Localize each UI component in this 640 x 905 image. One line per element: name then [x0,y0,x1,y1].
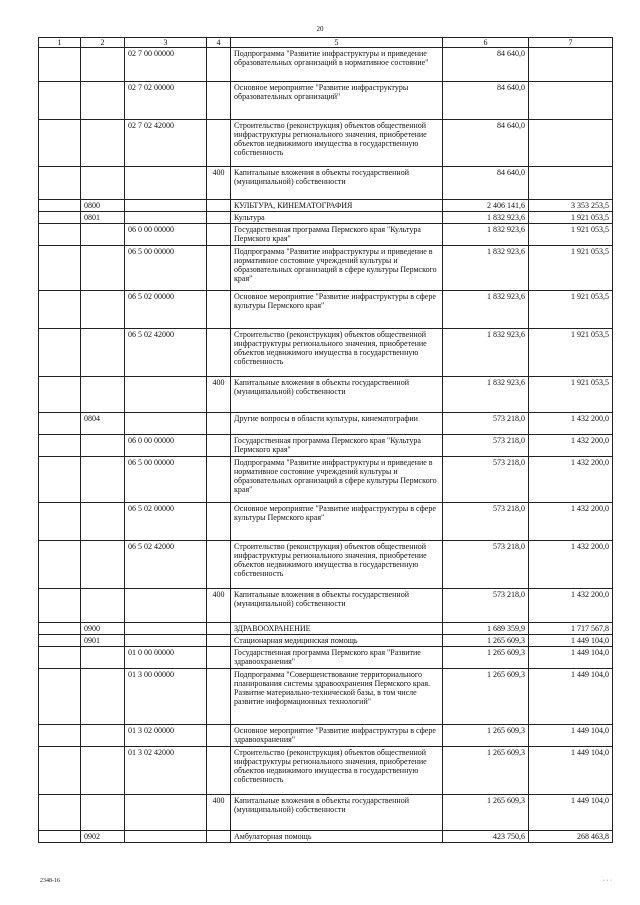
col-1-cell [39,48,81,82]
footer-marks: · · · [603,878,612,884]
col-1-cell [39,200,81,212]
table-row [39,377,613,413]
document-code: 2348-16 [40,878,60,884]
col-1-cell [39,246,81,291]
table-row [39,120,613,167]
col-1-cell [39,831,81,843]
col-1-cell [39,212,81,224]
name-cell: Подпрограмма "Развитие инфраструктуры и приведение образовательных организаций в нормативное состояние" [231,48,443,82]
section-code-cell [81,120,125,167]
section-code-cell [81,82,125,120]
amount-year-2-cell [529,120,613,167]
section-code-cell [81,377,125,413]
amount-year-2-cell [529,167,613,200]
target-article-cell: 06 5 02 00000 [125,291,207,329]
section-code-cell [81,457,125,503]
target-article-cell: 02 7 02 42000 [125,120,207,167]
section-code-cell [81,291,125,329]
table-row [39,82,613,120]
amount-year-2-cell: 1 921 053,5 [529,212,613,224]
target-article-cell: 02 7 02 00000 [125,82,207,120]
table-row [39,413,613,435]
col-1-cell [39,795,81,831]
header-cell: 6 [443,38,529,48]
amount-year-2-cell: 1 921 053,5 [529,224,613,246]
target-article-cell [125,635,207,647]
target-article-cell: 06 5 02 42000 [125,541,207,589]
amount-year-1-cell: 84 640,0 [443,82,529,120]
expense-type-cell [207,831,231,843]
name-cell: Амбулаторная помощь [231,831,443,843]
col-1-cell [39,669,81,725]
expense-type-cell [207,200,231,212]
expense-type-cell [207,669,231,725]
expense-type-cell: 400 [207,377,231,413]
amount-year-2-cell: 1 432 200,0 [529,413,613,435]
target-article-cell [125,623,207,635]
name-cell: Капитальные вложения в объекты государственной (муниципальной) собственности [231,795,443,831]
section-code-cell [81,747,125,795]
amount-year-2-cell: 1 432 200,0 [529,541,613,589]
header-cell: 5 [231,38,443,48]
section-code-cell [81,589,125,623]
table-row [39,647,613,669]
expense-type-cell [207,82,231,120]
budget-table [38,37,613,843]
name-cell: Основное мероприятие "Развитие инфраструктуры в сфере культуры Пермского края" [231,503,443,541]
target-article-cell: 06 0 00 00000 [125,435,207,457]
col-1-cell [39,435,81,457]
target-article-cell [125,795,207,831]
amount-year-2-cell: 1 449 104,0 [529,725,613,747]
table-row [39,246,613,291]
table-row [39,167,613,200]
amount-year-2-cell: 1 432 200,0 [529,589,613,623]
amount-year-1-cell: 573 218,0 [443,457,529,503]
col-1-cell [39,329,81,377]
target-article-cell: 01 3 02 42000 [125,747,207,795]
target-article-cell [125,831,207,843]
target-article-cell: 06 5 02 42000 [125,329,207,377]
section-code-cell [81,795,125,831]
name-cell: Строительство (реконструкция) объектов общественной инфраструктуры регионального значения, приобретение объектов недвижимого имущества в государственную собственность [231,747,443,795]
table-row [39,224,613,246]
expense-type-cell [207,329,231,377]
table-row [39,795,613,831]
amount-year-2-cell: 1 449 104,0 [529,795,613,831]
expense-type-cell [207,457,231,503]
name-cell: Подпрограмма "Совершенствование территориального планирования системы здравоохранения Пермского края. Развитие материально-технической базы, в том числе развитие информационных технологий" [231,669,443,725]
section-code-cell [81,669,125,725]
table-row [39,831,613,843]
amount-year-2-cell [529,48,613,82]
table-row [39,200,613,212]
amount-year-2-cell: 1 449 104,0 [529,747,613,795]
name-cell: Капитальные вложения в объекты государственной (муниципальной) собственности [231,167,443,200]
table-row [39,503,613,541]
target-article-cell [125,200,207,212]
amount-year-2-cell: 1 432 200,0 [529,457,613,503]
header-cell: 4 [207,38,231,48]
amount-year-1-cell: 1 689 359,9 [443,623,529,635]
section-code-cell [81,503,125,541]
expense-type-cell [207,246,231,291]
amount-year-1-cell: 2 406 141,6 [443,200,529,212]
amount-year-1-cell: 1 265 609,3 [443,635,529,647]
amount-year-2-cell: 1 432 200,0 [529,503,613,541]
target-article-cell [125,377,207,413]
amount-year-1-cell: 1 832 923,6 [443,224,529,246]
target-article-cell: 06 5 00 00000 [125,457,207,503]
section-code-cell: 0901 [81,635,125,647]
amount-year-1-cell: 423 750,6 [443,831,529,843]
amount-year-1-cell: 1 265 609,3 [443,669,529,725]
expense-type-cell [207,120,231,167]
amount-year-2-cell: 1 717 567,8 [529,623,613,635]
expense-type-cell [207,291,231,329]
col-1-cell [39,647,81,669]
section-code-cell [81,725,125,747]
name-cell: Основное мероприятие "Развитие инфраструктуры образовательных организаций" [231,82,443,120]
name-cell: Капитальные вложения в объекты государственной (муниципальной) собственности [231,589,443,623]
target-article-cell: 02 7 00 00000 [125,48,207,82]
target-article-cell: 01 3 02 00000 [125,725,207,747]
name-cell: Подпрограмма "Развитие инфраструктуры и приведение в нормативное состояние учреждений культуры и образовательных организаций в сфере культуры Пермского края" [231,246,443,291]
name-cell: Основное мероприятие "Развитие инфраструктуры в сфере культуры Пермского края" [231,291,443,329]
amount-year-2-cell: 1 432 200,0 [529,435,613,457]
expense-type-cell [207,647,231,669]
col-1-cell [39,747,81,795]
amount-year-2-cell: 268 463,8 [529,831,613,843]
expense-type-cell [207,623,231,635]
expense-type-cell: 400 [207,795,231,831]
amount-year-1-cell: 573 218,0 [443,541,529,589]
section-code-cell: 0902 [81,831,125,843]
table-row [39,212,613,224]
amount-year-2-cell: 1 449 104,0 [529,669,613,725]
amount-year-2-cell: 1 921 053,5 [529,291,613,329]
section-code-cell [81,224,125,246]
amount-year-1-cell: 1 832 923,6 [443,329,529,377]
name-cell: Государственная программа Пермского края "Развитие здравоохранения" [231,647,443,669]
amount-year-2-cell: 1 921 053,5 [529,377,613,413]
col-1-cell [39,457,81,503]
section-code-cell [81,329,125,377]
section-code-cell: 0800 [81,200,125,212]
amount-year-2-cell [529,82,613,120]
amount-year-1-cell: 84 640,0 [443,120,529,167]
name-cell: Строительство (реконструкция) объектов общественной инфраструктуры регионального значения, приобретение объектов недвижимого имущества в государственную собственность [231,541,443,589]
table-row [39,623,613,635]
amount-year-1-cell: 1 265 609,3 [443,647,529,669]
table-row [39,329,613,377]
expense-type-cell [207,541,231,589]
section-code-cell [81,48,125,82]
col-1-cell [39,291,81,329]
section-code-cell: 0804 [81,413,125,435]
amount-year-1-cell: 84 640,0 [443,167,529,200]
amount-year-2-cell: 1 449 104,0 [529,635,613,647]
header-cell: 3 [125,38,207,48]
header-cell: 2 [81,38,125,48]
amount-year-2-cell: 1 921 053,5 [529,246,613,291]
expense-type-cell [207,747,231,795]
col-1-cell [39,725,81,747]
amount-year-1-cell: 84 640,0 [443,48,529,82]
name-cell: Строительство (реконструкция) объектов общественной инфраструктуры регионального значения, приобретение объектов недвижимого имущества в государственную собственность [231,120,443,167]
amount-year-2-cell: 1 449 104,0 [529,647,613,669]
col-1-cell [39,503,81,541]
page-number: 20 [316,25,324,33]
col-1-cell [39,413,81,435]
expense-type-cell [207,725,231,747]
amount-year-1-cell: 1 265 609,3 [443,725,529,747]
table-row [39,435,613,457]
table-row [39,48,613,82]
target-article-cell: 01 0 00 00000 [125,647,207,669]
name-cell: Капитальные вложения в объекты государственной (муниципальной) собственности [231,377,443,413]
col-1-cell [39,635,81,647]
section-code-cell [81,435,125,457]
table-row [39,589,613,623]
name-cell: Другие вопросы в области культуры, кинематографии [231,413,443,435]
table-row [39,541,613,589]
target-article-cell: 06 5 00 00000 [125,246,207,291]
target-article-cell [125,212,207,224]
amount-year-1-cell: 1 832 923,6 [443,246,529,291]
expense-type-cell [207,224,231,246]
header-cell: 1 [39,38,81,48]
table-row [39,669,613,725]
col-1-cell [39,224,81,246]
section-code-cell [81,647,125,669]
amount-year-1-cell: 1 265 609,3 [443,747,529,795]
name-cell: Основное мероприятие "Развитие инфраструктуры в сфере здравоохранения" [231,725,443,747]
section-code-cell: 0900 [81,623,125,635]
col-1-cell [39,377,81,413]
expense-type-cell [207,212,231,224]
amount-year-2-cell: 1 921 053,5 [529,329,613,377]
table-row [39,635,613,647]
amount-year-1-cell: 573 218,0 [443,435,529,457]
expense-type-cell [207,635,231,647]
header-cell: 7 [529,38,613,48]
name-cell: Культура [231,212,443,224]
name-cell: ЗДРАВООХРАНЕНИЕ [231,623,443,635]
amount-year-1-cell: 1 832 923,6 [443,212,529,224]
expense-type-cell [207,48,231,82]
col-1-cell [39,541,81,589]
col-1-cell [39,589,81,623]
expense-type-cell [207,413,231,435]
name-cell: Государственная программа Пермского края "Культура Пермского края" [231,435,443,457]
name-cell: Строительство (реконструкция) объектов общественной инфраструктуры регионального значения, приобретение объектов недвижимого имущества в государственную собственность [231,329,443,377]
col-1-cell [39,623,81,635]
amount-year-1-cell: 573 218,0 [443,503,529,541]
section-code-cell [81,246,125,291]
section-code-cell: 0801 [81,212,125,224]
amount-year-1-cell: 1 265 609,3 [443,795,529,831]
table-row [39,725,613,747]
table-row [39,747,613,795]
target-article-cell: 06 0 00 00000 [125,224,207,246]
name-cell: КУЛЬТУРА, КИНЕМАТОГРАФИЯ [231,200,443,212]
target-article-cell [125,167,207,200]
target-article-cell [125,413,207,435]
amount-year-2-cell: 3 353 253,5 [529,200,613,212]
target-article-cell [125,589,207,623]
name-cell: Подпрограмма "Развитие инфраструктуры и приведение в нормативное состояние учреждений культуры и образовательных организаций в сфере культуры Пермского края" [231,457,443,503]
amount-year-1-cell: 573 218,0 [443,413,529,435]
expense-type-cell: 400 [207,589,231,623]
amount-year-1-cell: 1 832 923,6 [443,377,529,413]
expense-type-cell [207,503,231,541]
name-cell: Стационарная медицинская помощь [231,635,443,647]
table-row [39,291,613,329]
target-article-cell: 01 3 00 00000 [125,669,207,725]
col-1-cell [39,120,81,167]
section-code-cell [81,541,125,589]
expense-type-cell [207,435,231,457]
name-cell: Государственная программа Пермского края "Культура Пермского края" [231,224,443,246]
amount-year-1-cell: 573 218,0 [443,589,529,623]
target-article-cell: 06 5 02 00000 [125,503,207,541]
col-1-cell [39,82,81,120]
expense-type-cell: 400 [207,167,231,200]
table-row [39,457,613,503]
section-code-cell [81,167,125,200]
col-1-cell [39,167,81,200]
table-header-row [39,38,613,48]
amount-year-1-cell: 1 832 923,6 [443,291,529,329]
